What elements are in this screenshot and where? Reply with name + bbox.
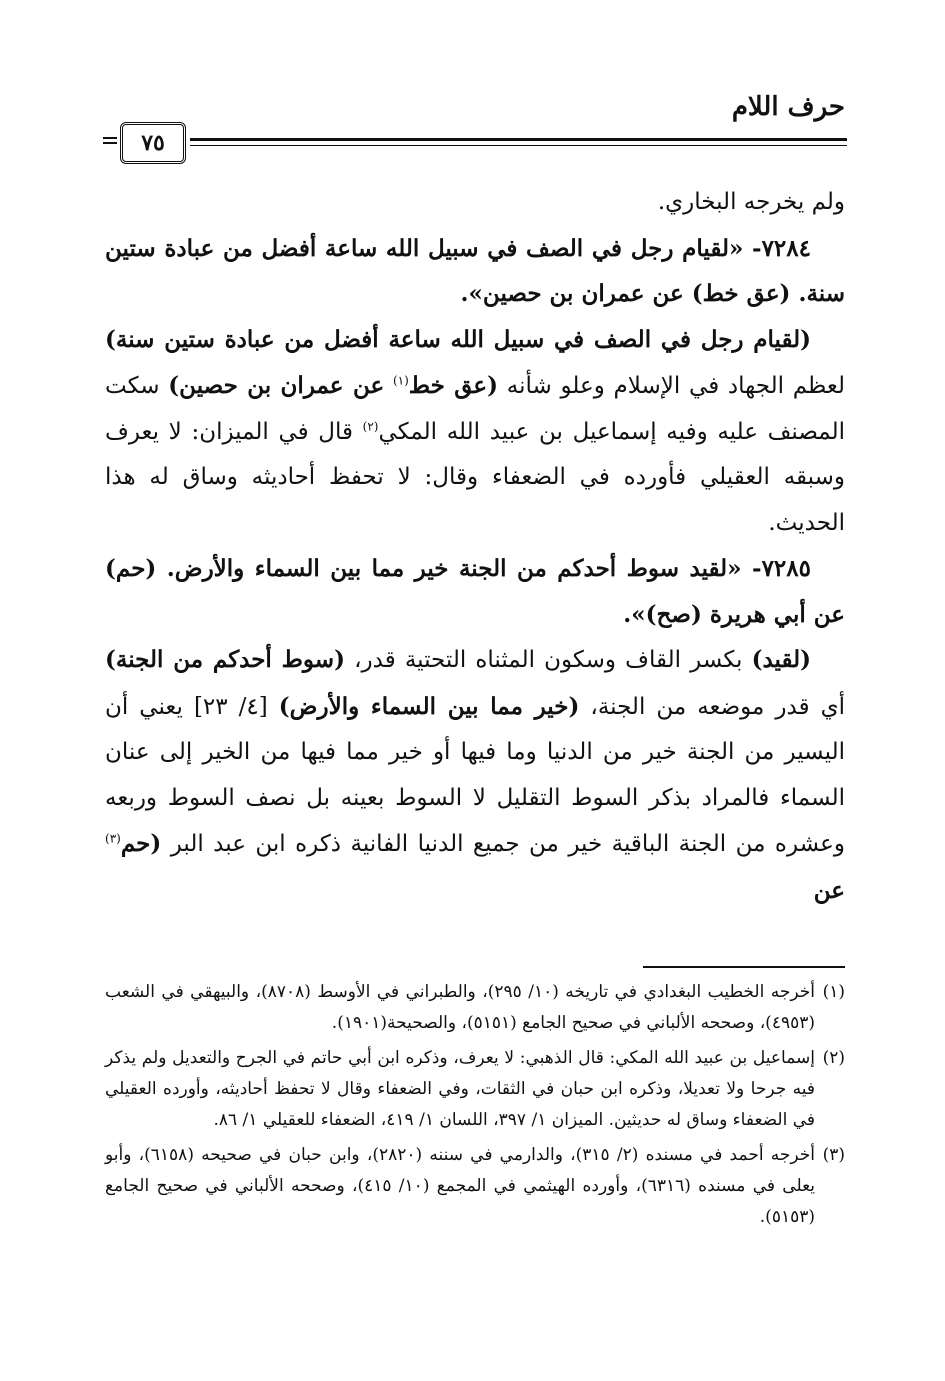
footnote-separator (643, 966, 845, 968)
footnote-number: (١) (822, 982, 845, 1002)
chapter-title: حرف اللام (731, 92, 845, 122)
hadith-text: «لقيد سوط أحدكم من الجنة خير مما بين السماء والأرض. (حم) عن أبي هريرة (صح)». (105, 555, 845, 628)
footnote-text: إسماعيل بن عبيد الله المكي: قال الذهبي: لا يعرف، وذكره ابن أبي حاتم في الجرح والتعديل ولم يذكر فيه جرحا ولا تعديلا، وذكره ابن حبان في الثقات، وفي الضعفاء وقال لا تحفظ أحاديثه، وأورده العقيلي في الضعفاء وساق له حديثين. الميزان ١/ ٣٩٧، اللسان ١/ ٤١٩، الضعفاء للعقيلي ١/ ٨٦. (105, 1048, 815, 1130)
footnote-number: (٣) (822, 1145, 845, 1165)
intro-text: ولم يخرجه البخاري. (657, 189, 845, 215)
commentary-text: سكت المصنف عليه وفيه إسماعيل بن عبيد الله المكي (105, 373, 845, 445)
header-rule (190, 138, 847, 150)
commentary-7284 (105, 317, 845, 547)
quoted-phrase: (خير مما بين السماء والأرض) (278, 692, 580, 720)
hadith-7285 (105, 546, 845, 637)
hadith-number: ٧٢٨٤- (752, 234, 811, 262)
hadith-7284 (105, 226, 845, 317)
footnote-text: أخرجه الخطيب البغدادي في تاريخه (١٠/ ٢٩٥)، والطبراني في الأوسط (٨٧٠٨)، والبيهقي في الشعب (٤٩٥٣)، وصححه الألباني في صحيح الجامع (٥١٥١)، والصحيحة(١٩٠١). (105, 982, 815, 1033)
commentary-text: [٤/ ٢٣] يعني أن اليسير من الجنة خير من الدنيا وما فيها أو خير مما فيها من الخير إلى عنان السماء فالمراد بذكر السوط التقليل لا السوط بعينه بل نصف السوط وربعه وعشره من الجنة الباقية خير من جميع الدنيا الفانية ذكره ابن عبد البر (105, 693, 846, 857)
footnotes (105, 977, 845, 1237)
commentary-text: قال في الميزان: لا يعرف وسبقه العقيلي فأورده في الضعفاء وقال: لا تحفظ أحاديثه وساق له هذا الحديث. (105, 418, 845, 536)
quoted-word: (لقيد) (751, 646, 812, 673)
footnote-number: (٢) (822, 1048, 845, 1068)
hadith-text: «لقيام رجل في الصف في سبيل الله ساعة أفضل من عبادة ستين سنة. (عق خط) عن عمران بن حصين». (105, 234, 845, 307)
paragraph-intro (105, 180, 845, 226)
page-number-ornament (103, 137, 117, 147)
footnote-ref-3[interactable]: (٣) (105, 831, 121, 846)
commentary-text: لعظم الجهاد في الإسلام وعلو شأنه (506, 373, 846, 399)
footnote-1 (105, 977, 845, 1039)
main-text (105, 180, 845, 914)
commentary-7285 (105, 637, 845, 914)
footnote-3 (105, 1140, 845, 1233)
footnote-ref-1[interactable]: (١) (392, 373, 409, 388)
commentary-text: بكسر القاف وسكون المثناه التحتية قدر، (354, 647, 743, 673)
hadith-number: ٧٢٨٥- (752, 555, 811, 582)
footnote-ref-2[interactable]: (٢) (362, 418, 379, 433)
footnote-2 (105, 1043, 845, 1136)
commentary-text: أي قدر موضعه من الجنة، (590, 693, 845, 720)
source-code: (عق خط (408, 372, 499, 399)
quoted-hadith: (لقيام رجل في الصف في سبيل الله ساعة أفضل من عبادة ستين سنة) (105, 325, 811, 353)
continuation-word: عن (813, 876, 845, 904)
narrator: عن عمران بن حصين) (168, 372, 385, 399)
source-code: (حم (120, 830, 162, 857)
footnote-text: أخرجه أحمد في مسنده (٢/ ٣١٥)، والدارمي في سننه (٢٨٢٠)، وابن حبان في صحيحه (٦١٥٨)، وأبو يعلى في مسنده (٦٣١٦)، وأورده الهيثمي في المجمع (١٠/ ٤١٥)، وصححه الألباني في صحيح الجامع (٥١٥٣). (105, 1145, 816, 1227)
page-number: ٧٥ (120, 122, 186, 164)
quoted-phrase: (سوط أحدكم من الجنة) (105, 646, 345, 673)
